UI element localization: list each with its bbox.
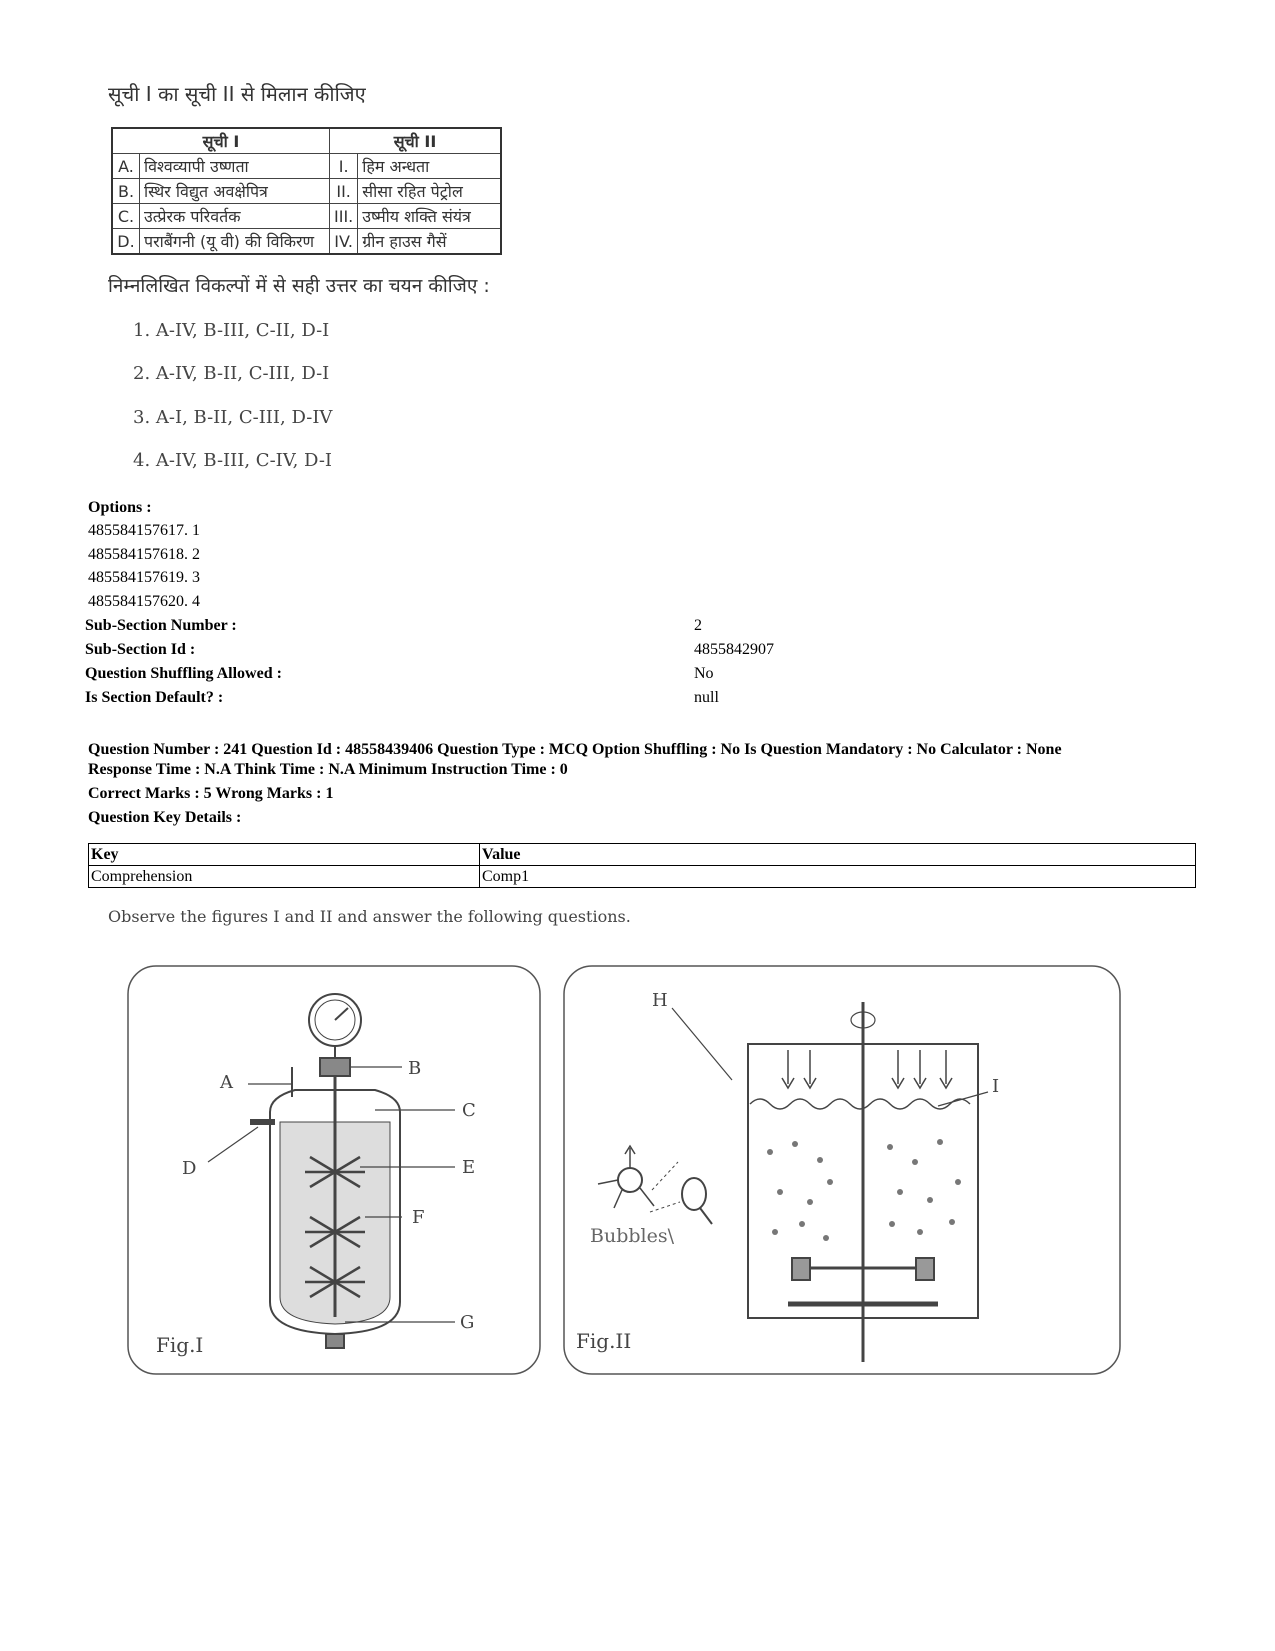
down-arrows (782, 1050, 952, 1088)
value-cell: Comp1 (480, 866, 1196, 888)
option-item: 485584157617. 1 (88, 522, 200, 539)
list1-letter: C. (112, 204, 140, 229)
fig1-label-c: C (462, 1100, 476, 1121)
option-item: 485584157620. 4 (88, 593, 200, 610)
match-table (111, 127, 502, 255)
option-item: 485584157619. 3 (88, 569, 200, 586)
bubble-closeup-icon (682, 1178, 706, 1210)
observe-instruction: Observe the figures I and II and answer the following questions. (108, 907, 631, 926)
choose-prompt: निम्नलिखित विकल्पों में से सही उत्तर का चयन कीजिए : (108, 275, 490, 297)
list2-numeral: I. (330, 154, 358, 179)
choice-4: 4. A-IV, B-III, C-IV, D-I (133, 450, 333, 471)
comprehension-figures (120, 962, 1130, 1382)
list2-item: ग्रीन हाउस गैसें (358, 229, 501, 255)
sparged-tank-drawing (598, 1002, 988, 1362)
question-marks: Correct Marks : 5 Wrong Marks : 1 (88, 785, 334, 802)
match-table-header (112, 128, 501, 154)
list2-header: सूची II (330, 128, 502, 154)
subsection-number-value: 2 (694, 617, 702, 634)
list1-letter: A. (112, 154, 140, 179)
option-item: 485584157618. 2 (88, 546, 200, 563)
list2-numeral: IV. (330, 229, 358, 255)
subsection-number-label: Sub-Section Number : (85, 617, 237, 634)
match-row (112, 229, 501, 255)
question-meta-line2: Response Time : N.A Think Time : N.A Minimum Instruction Time : 0 (88, 761, 568, 778)
list1-letter: B. (112, 179, 140, 204)
table-row (89, 866, 1196, 888)
subsection-id-value: 4855842907 (694, 641, 774, 658)
fig1-label-f: F (412, 1207, 425, 1228)
section-default-value: null (694, 689, 719, 706)
subsection-id-label: Sub-Section Id : (85, 641, 196, 658)
impeller-right (916, 1258, 934, 1280)
fig2-frame (564, 966, 1120, 1374)
fig1-label-e: E (462, 1157, 476, 1178)
bubble-detail-icon (618, 1168, 642, 1192)
fig2-label-i: I (992, 1076, 1000, 1097)
choice-2: 2. A-IV, B-II, C-III, D-I (133, 363, 330, 384)
choice-1: 1. A-IV, B-III, C-II, D-I (133, 320, 330, 341)
fig1-label-b: B (408, 1058, 422, 1079)
fig1-caption: Fig.I (156, 1333, 204, 1357)
options-label: Options : (88, 499, 152, 516)
list1-item: पराबैंगनी (यू वी) की विकिरण (140, 229, 330, 255)
list1-letter: D. (112, 229, 140, 255)
key-header: Key (89, 844, 480, 866)
fig1-label-g: G (460, 1312, 475, 1333)
match-row (112, 154, 501, 179)
value-header: Value (480, 844, 1196, 866)
bioreactor-drawing (208, 994, 455, 1348)
choice-3: 3. A-I, B-II, C-III, D-IV (133, 407, 333, 428)
question-meta-line1: Question Number : 241 Question Id : 48558439406 Question Type : MCQ Option Shuffling : No Is Question Mandatory : No Calculator : None (88, 741, 1062, 758)
table-header-row (89, 844, 1196, 866)
list1-item: उत्प्रेरक परिवर्तक (140, 204, 330, 229)
list2-item: हिम अन्धता (358, 154, 501, 179)
impeller-left (792, 1258, 810, 1280)
fig2-label-h: H (652, 990, 668, 1011)
question-key-table (88, 843, 1196, 888)
fig1-label-d: D (182, 1158, 197, 1179)
list2-numeral: III. (330, 204, 358, 229)
list1-item: स्थिर विद्युत अवक्षेपित्र (140, 179, 330, 204)
list2-item: सीसा रहित पेट्रोल (358, 179, 501, 204)
question-key-details-label: Question Key Details : (88, 809, 242, 826)
match-row (112, 204, 501, 229)
match-instruction: सूची I का सूची II से मिलान कीजिए (108, 82, 366, 106)
fig1-label-a: A (220, 1072, 233, 1093)
bubbles-label: Bubbles\ (590, 1225, 674, 1247)
match-row (112, 179, 501, 204)
question-shuffling-label: Question Shuffling Allowed : (85, 665, 282, 682)
list1-item: विश्वव्यापी उष्णता (140, 154, 330, 179)
key-cell: Comprehension (89, 866, 480, 888)
list2-numeral: II. (330, 179, 358, 204)
question-shuffling-value: No (694, 665, 714, 682)
fig2-caption: Fig.II (576, 1329, 632, 1353)
list2-item: उष्मीय शक्ति संयंत्र (358, 204, 501, 229)
liquid-surface (750, 1099, 970, 1109)
section-default-label: Is Section Default? : (85, 689, 224, 706)
list1-header: सूची I (112, 128, 330, 154)
